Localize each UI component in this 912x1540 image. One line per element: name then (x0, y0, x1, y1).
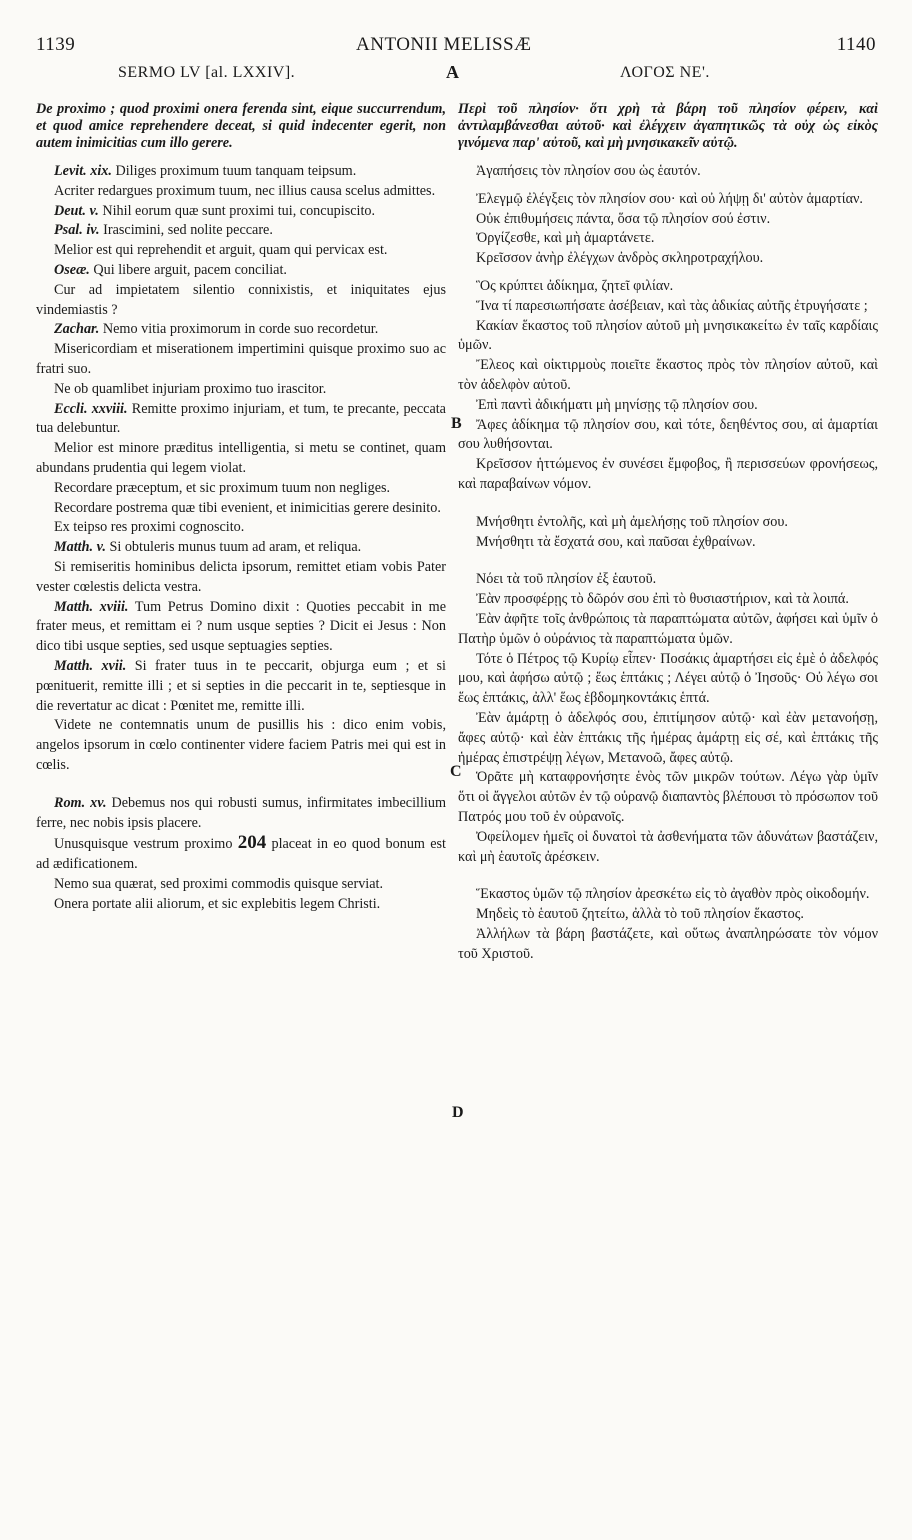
greek-paragraph: Ἵνα τί παρεσιωπήσατε ἀσέβειαν, καὶ τὰς ἀδικίας αὐτῆς ἐτρυγήσατε ; (476, 297, 868, 314)
scripture-reference: Matth. v. (54, 539, 106, 556)
greek-paragraph: Τότε ὁ Πέτρος τῷ Κυρίῳ εἶπεν· Ποσάκις ἁμαρτήσει εἰς ἐμὲ ὁ ἀδελφός μου, καὶ ἀφήσω αὐτῷ ; ἕως ἑπτάκις ; Λέγει αὐτῷ ὁ Ἰησοῦς· Οὐ λέγω σοι ἕως ἑπτάκις, ἀλλ' ἕως ἑβδομηκοντάκις ἑπτά. (458, 650, 878, 707)
latin-paragraph: Misericordiam et miserationem impertimini quisque proximo suo ac fratri suo. (36, 341, 446, 377)
greek-paragraph: Ἕκαστος ὑμῶν τῷ πλησίον ἀρεσκέτω εἰς τὸ ἀγαθὸν πρὸς οἰκοδομήν. (476, 886, 870, 903)
greek-paragraph: Ἐὰν ἁμάρτῃ ὁ ἀδελφός σου, ἐπιτίμησον αὐτῷ· καὶ ἐὰν μετανοήσῃ, ἄφες αὐτῷ· καὶ ἐὰν ἑπτάκις τῆς ἡμέρας ἁμάρτῃ εἰς σέ, καὶ ἑπτάκις τῆς ἡμέρας ἐπιστρέψῃ λέγων, Μετανοῶ, ἄφες αὐτῷ. (458, 709, 878, 766)
greek-paragraph: Ἔλεος καὶ οἰκτιρμοὺς ποιεῖτε ἕκαστος πρὸς τὸν πλησίον αὐτοῦ, καὶ τὸν ἀδελφὸν αὐτοῦ. (458, 357, 878, 393)
greek-rubric: Περὶ τοῦ πλησίον· ὅτι χρὴ τὰ βάρη τοῦ πλησίον φέρειν, καὶ ἀντιλαμβάνεσθαι αὐτοῦ· καὶ ἐλέγχειν ἀγαπητικῶς τὰ οὐχ ὡς εἰκὸς γινόμενα παρ' αὐτοῦ, καὶ μὴ μνησικακεῖν αὐτῷ. (458, 101, 878, 151)
latin-paragraph (36, 261, 446, 281)
greek-column (458, 101, 878, 964)
page-number-right: 1140 (836, 34, 876, 55)
latin-column (36, 101, 446, 914)
latin-paragraph: Ne ob quamlibet injuriam proximo tuo irascitor. (54, 380, 327, 397)
greek-paragraph: Οὐκ ἐπιθυμήσεις πάντα, ὅσα τῷ πλησίον σού ἐστιν. (476, 210, 771, 227)
paragraph-text: Nemo vitia proximorum in corde suo recordetur. (99, 321, 379, 338)
latin-paragraph (36, 202, 446, 222)
scripture-reference: Eccli. xxviii. (54, 400, 128, 417)
greek-paragraph: Ὁρᾶτε μὴ καταφρονήσητε ἑνὸς τῶν μικρῶν τούτων. Λέγω γὰρ ὑμῖν ὅτι οἱ ἄγγελοι αὐτῶν ἐν τῷ οὐρανῷ διαπαντὸς βλέπουσι τὸ πρόσωπον τοῦ Πατρός μου τοῦ ἐν οὐρανοῖς. (458, 769, 878, 825)
latin-paragraph: Videte ne contemnatis unum de pusillis his : dico enim vobis, angelos ipsorum in cœlo continenter videre faciem Patris mei qui est in cœlis. (36, 717, 446, 773)
latin-paragraph: Nemo sua quærat, sed proximi commodis quisque serviat. (54, 875, 384, 892)
page-number-left: 1139 (36, 34, 76, 55)
latin-rubric: De proximo ; quod proximi onera ferenda sint, eique succurrendum, et quod amice reprehendere deceat, si quid indecenter egerit, non autem inimicitias cum illo gerere. (36, 101, 446, 151)
scripture-reference: Oseæ. (54, 261, 90, 278)
paragraph-text: Diliges proximum tuum tanquam teipsum. (111, 163, 357, 179)
greek-paragraph: Ἀγαπήσεις τὸν πλησίον σου ὡς ἑαυτόν. (476, 163, 701, 179)
scripture-reference: Levit. xix. (54, 163, 112, 179)
latin-paragraph: Cur ad impietatem silentio connixistis, et iniquitates ejus vindemiastis ? (36, 281, 446, 318)
latin-paragraph (36, 598, 446, 657)
paragraph-text: Debemus nos qui robusti sumus, infirmitates imbecillium ferre, nec nobis ipsis placere. (36, 794, 446, 831)
latin-paragraph: Si remiseritis hominibus delicta ipsorum, remittet etiam vobis Pater vester cœlestis delicta vestra. (36, 558, 446, 595)
latin-paragraph (36, 833, 446, 875)
latin-paragraph: Onera portate alii aliorum, et sic explebitis legem Christi. (54, 895, 381, 912)
paragraph-text: placeat in eo quod bonum est ad ædificationem. (36, 836, 446, 873)
scripture-reference: Rom. xv. (54, 794, 107, 811)
greek-paragraph: Ὀφείλομεν ἡμεῖς οἱ δυνατοὶ τὰ ἀσθενήματα τῶν ἀδυνάτων βαστάζειν, καὶ μὴ ἑαυτοῖς ἀρέσκειν. (458, 828, 878, 865)
latin-paragraph (36, 657, 446, 716)
greek-paragraph: Μηδεὶς τὸ ἑαυτοῦ ζητείτω, ἀλλὰ τὸ τοῦ πλησίον ἕκαστος. (476, 906, 804, 923)
latin-paragraph: Melior est qui reprehendit et arguit, quam qui pervicax est. (54, 242, 388, 259)
column-marker-a: A (446, 62, 460, 82)
greek-paragraph: Ἐπὶ παντὶ ἀδικήματι μὴ μηνίσῃς τῷ πλησίον σου. (476, 396, 758, 413)
column-marker-d: D (452, 1104, 464, 1121)
greek-paragraph: Ὃς κρύπτει ἀδίκημα, ζητεῖ φιλίαν. (476, 277, 674, 294)
paragraph-text: Tum Petrus Domino dixit : Quoties peccabit in me frater meus, et remittam ei ? num usque septies ? Dicit ei Jesus : Non dico tibi usque septies, sed usque septuagies septies. (36, 598, 447, 655)
greek-paragraph: Ἀλλήλων τὰ βάρη βαστάζετε, καὶ οὕτως ἀναπληρώσατε τὸν νόμον τοῦ Χριστοῦ. (458, 925, 878, 962)
scripture-reference: Matth. xviii. (54, 598, 129, 615)
latin-paragraph (36, 221, 446, 241)
scripture-reference: Matth. xvii. (54, 657, 127, 674)
latin-paragraph: Acriter redargues proximum tuum, nec illius causa scelus admittes. (54, 182, 436, 199)
paragraph-text: Qui libere arguit, pacem conciliat. (89, 261, 287, 278)
sermon-heading-greek: ΛΟΓΟΣ ΝΕ'. (620, 64, 710, 81)
greek-paragraph: Κακίαν ἕκαστος τοῦ πλησίον αὐτοῦ μὴ μνησικακείτω ἐν ταῖς καρδίαις ὑμῶν. (458, 317, 878, 354)
latin-paragraph: Recordare postrema quæ tibi evenient, et inimicitias gerere desinito. (54, 499, 441, 516)
greek-paragraph: Ἄφες ἀδίκημα τῷ πλησίον σου, καὶ τότε, δεηθέντος σου, αἱ ἁμαρτίαι σου λυθήσονται. (458, 416, 878, 453)
greek-paragraph: Κρεῖσσον ἡττώμενος ἐν συνέσει ἔμφοβος, ἢ περισσεύων φρονήσεως, καὶ παραβαίνων νόμον. (458, 456, 878, 492)
latin-paragraph: Melior est minore præditus intelligentia, si metu se continet, quam abundans prudentia qui legem violat. (36, 440, 446, 476)
paragraph-text: Nihil eorum quæ sunt proximi tui, concupiscito. (98, 202, 376, 219)
latin-paragraph (36, 538, 446, 558)
greek-paragraph: Ἐλεγμῷ ἐλέγξεις τὸν πλησίον σου· καὶ οὐ λήψῃ δι' αὐτὸν ἁμαρτίαν. (476, 190, 863, 207)
column-marker-b: B (451, 415, 462, 432)
scripture-reference: Deut. v. (54, 202, 99, 219)
greek-paragraph: Νόει τὰ τοῦ πλησίον ἐξ ἑαυτοῦ. (476, 571, 657, 588)
greek-paragraph: Μνήσθητι τὰ ἔσχατά σου, καὶ παῦσαι ἐχθραίνων. (476, 533, 756, 550)
greek-paragraph: Ἐὰν ἀφῆτε τοῖς ἀνθρώποις τὰ παραπτώματα αὐτῶν, ἀφήσει καὶ ὑμῖν ὁ Πατὴρ ὑμῶν ὁ οὐράνιος τὰ παραπτώματα ὑμῶν. (458, 610, 878, 647)
scripture-reference: Zachar. (54, 321, 100, 338)
latin-paragraph (36, 162, 446, 182)
latin-paragraph (36, 400, 446, 440)
inline-page-number: 204 (237, 832, 267, 854)
running-title: ANTONII MELISSÆ (356, 34, 532, 55)
column-marker-c: C (450, 763, 462, 780)
paragraph-text: Unusquisque vestrum proximo (54, 836, 238, 853)
greek-paragraph: Ὀργίζεσθε, καὶ μὴ ἁμαρτάνετε. (476, 230, 655, 247)
latin-paragraph: Recordare præceptum, et sic proximum tuum non negliges. (54, 479, 391, 496)
latin-paragraph (36, 794, 446, 834)
latin-paragraph (36, 320, 446, 340)
paragraph-text: Irascimini, sed nolite peccare. (99, 222, 273, 239)
paragraph-text: Si frater tuus in te peccarit, objurga eum ; et si pœnituerit, remitte illi ; et si septies in die peccarit in te, septiesque in die revertatur ac dicat : Pœnitet me, remitte illi. (36, 657, 446, 714)
sermon-heading-latin: SERMO LV [al. LXXIV]. (118, 64, 296, 81)
paragraph-text: Remitte proximo injuriam, et tum, te precante, peccata tua delebuntur. (36, 400, 446, 437)
greek-paragraph: Ἐὰν προσφέρῃς τὸ δῶρόν σου ἐπὶ τὸ θυσιαστήριον, καὶ τὰ λοιπά. (476, 591, 849, 608)
scripture-reference: Psal. iv. (54, 222, 100, 239)
latin-paragraph: Ex teipso res proximi cognoscito. (54, 519, 245, 536)
greek-paragraph: Κρεῖσσον ἀνὴρ ἐλέγχων ἀνδρὸς σκληροτραχήλου. (476, 250, 764, 267)
greek-paragraph: Μνήσθητι ἐντολῆς, καὶ μὴ ἀμελήσῃς τοῦ πλησίον σου. (476, 513, 788, 530)
paragraph-text: Si obtuleris munus tuum ad aram, et reliqua. (105, 539, 362, 556)
